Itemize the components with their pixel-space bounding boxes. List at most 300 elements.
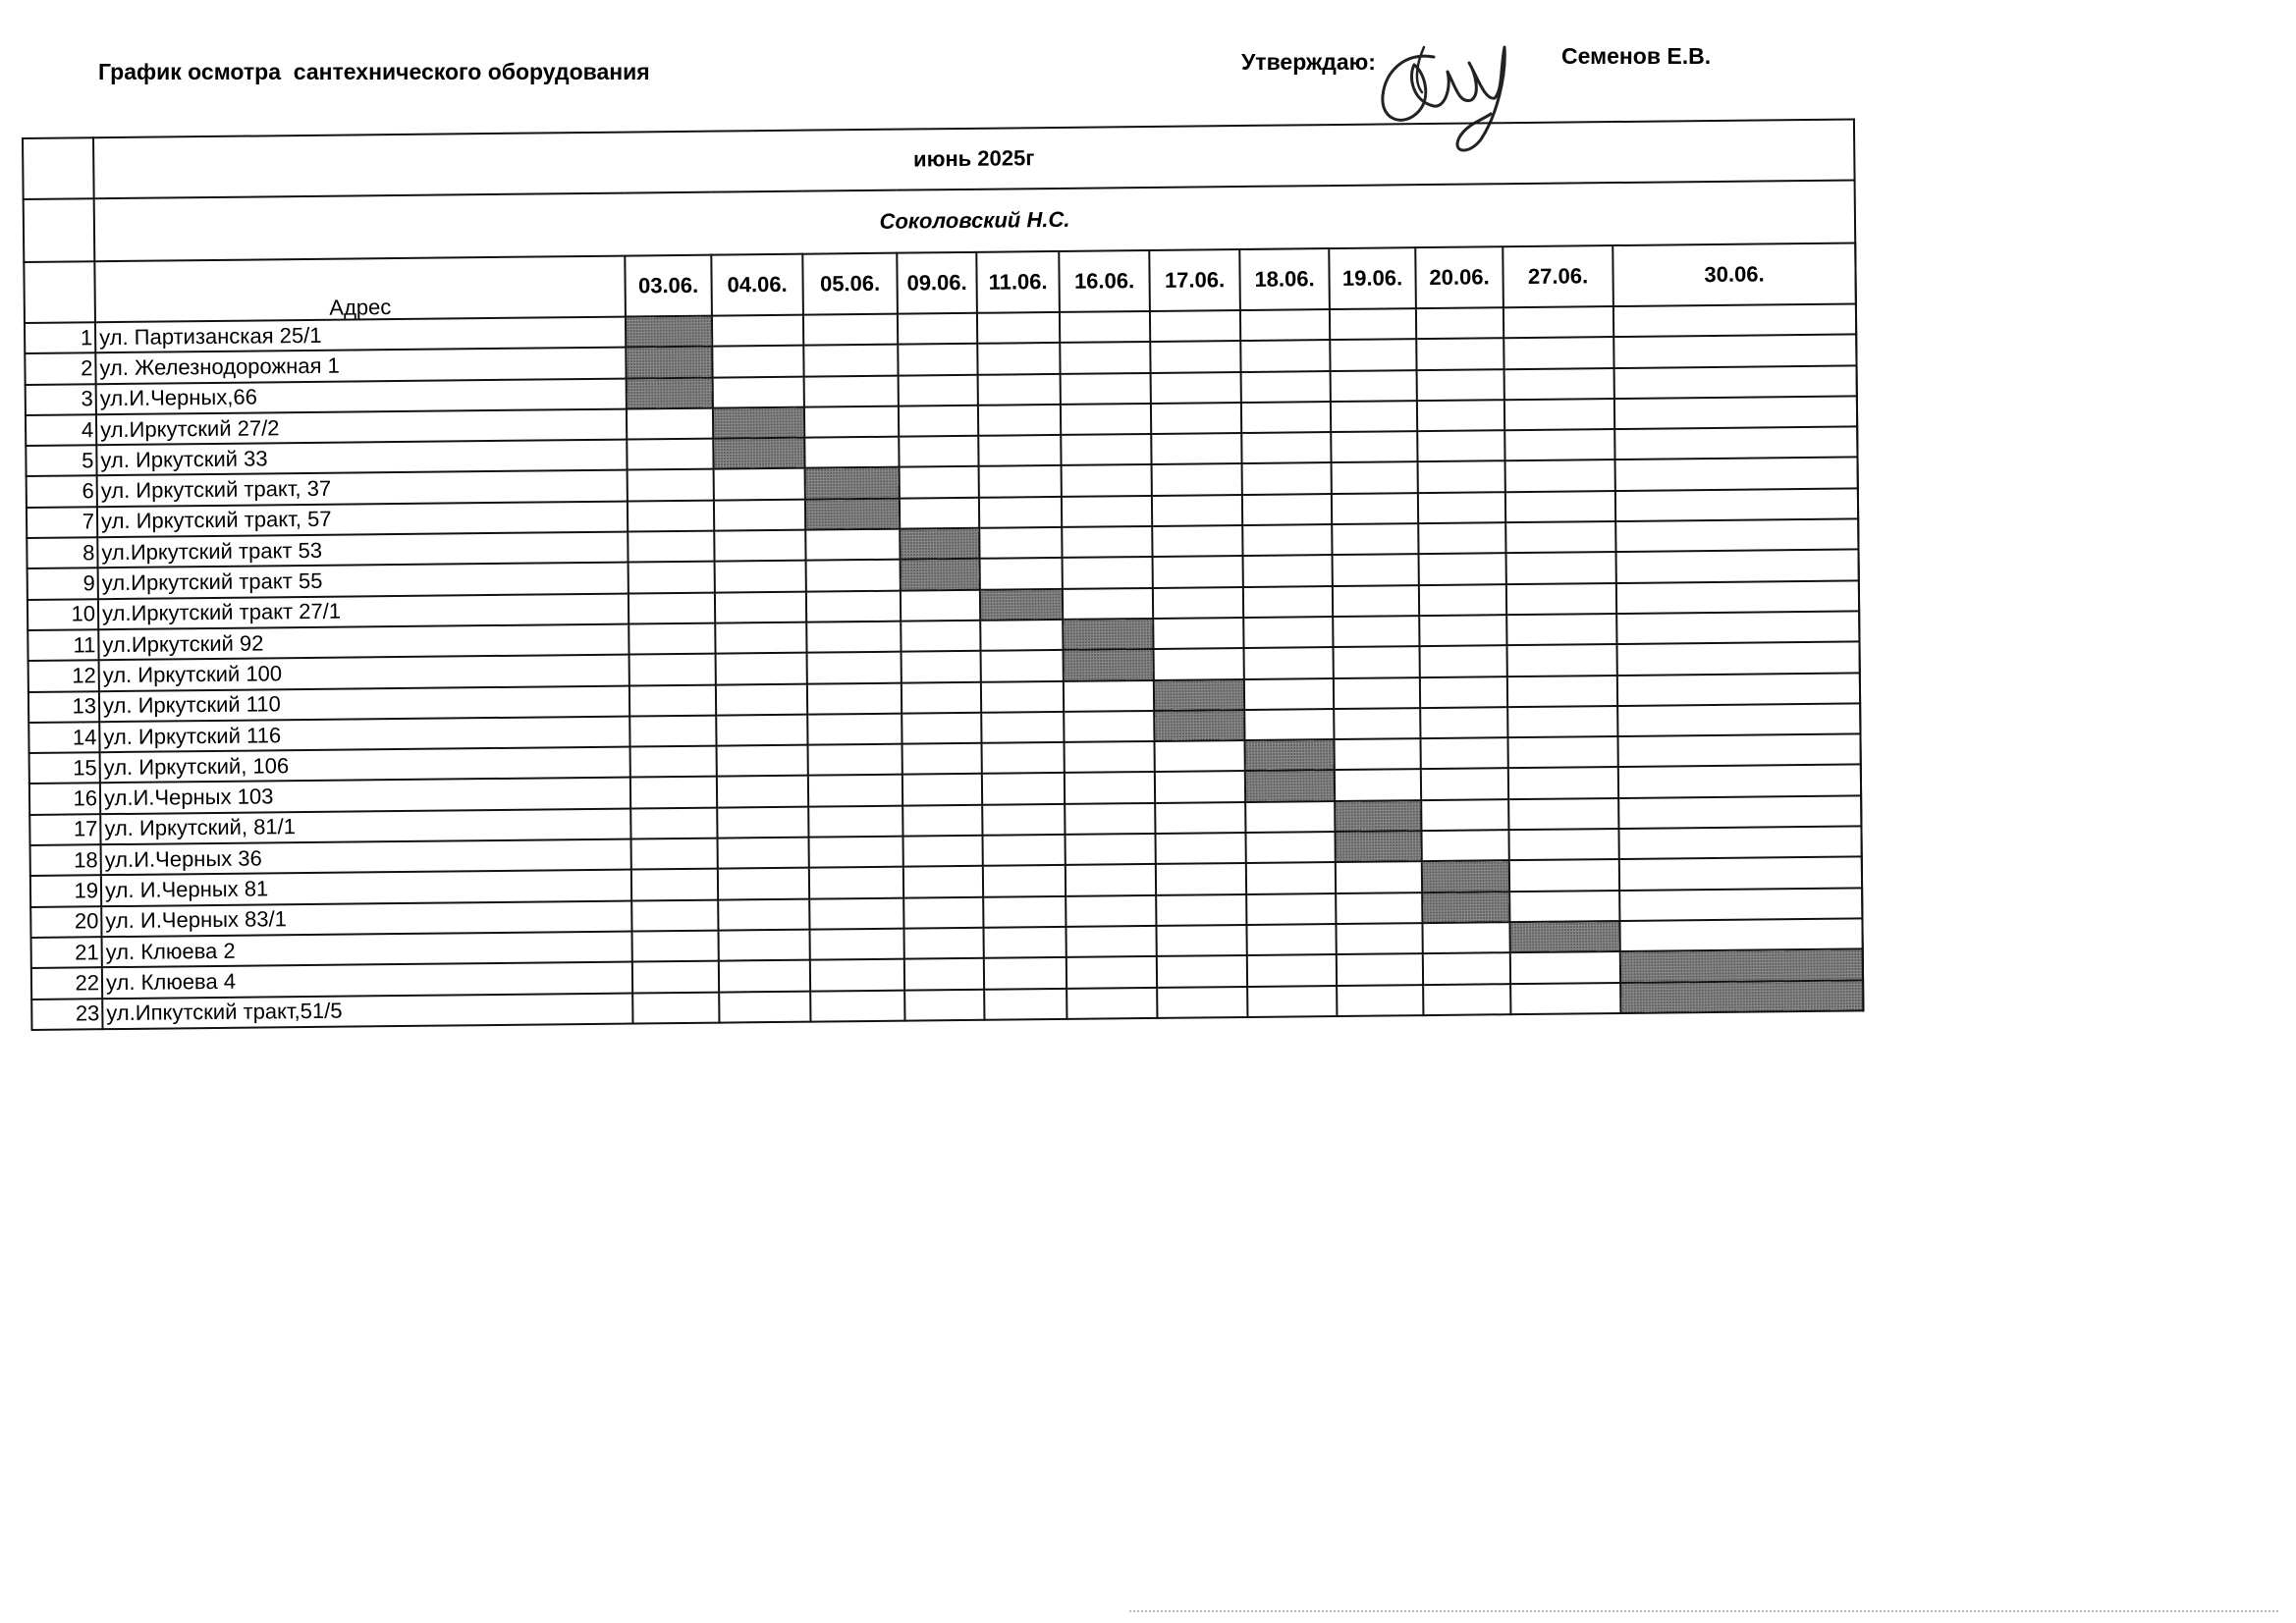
- schedule-cell: [1331, 401, 1417, 432]
- row-number: 17: [29, 814, 100, 845]
- scheduled-mark: [1620, 949, 1863, 983]
- scheduled-mark: [626, 347, 712, 378]
- schedule-cell: [900, 466, 979, 498]
- schedule-cell: [1246, 862, 1336, 893]
- schedule-cell: [1063, 588, 1153, 620]
- schedule-cell: [803, 345, 898, 376]
- schedule-cell: [631, 899, 718, 931]
- schedule-cell: [630, 746, 717, 778]
- address-cell: ул. Партизанская 25/1: [95, 317, 626, 353]
- schedule-cell: [1504, 368, 1614, 400]
- date-header: 27.06.: [1503, 245, 1613, 307]
- schedule-cell: [1332, 493, 1418, 524]
- schedule-cell: [1417, 400, 1504, 431]
- address-cell: ул. Иркутский 33: [96, 440, 627, 476]
- address-cell: ул.И.Черных 103: [100, 778, 630, 814]
- schedule-cell: [1507, 736, 1617, 768]
- row-number: 6: [27, 476, 97, 508]
- schedule-cell: [1336, 923, 1422, 954]
- schedule-cell: [714, 468, 805, 500]
- address-cell: ул. И.Черных 81: [101, 870, 631, 906]
- schedule-cell: [809, 929, 903, 960]
- address-cell: ул. Иркутский 110: [99, 685, 629, 722]
- schedule-cell: [719, 960, 810, 992]
- row-number: 20: [30, 906, 101, 938]
- row-number: 22: [31, 967, 102, 999]
- date-header: 18.06.: [1239, 248, 1330, 310]
- schedule-cell: [1063, 557, 1153, 588]
- schedule-cell: [1150, 341, 1240, 372]
- schedule-cell: [1066, 895, 1156, 927]
- schedule-cell: [981, 712, 1064, 743]
- schedule-cell: [1154, 648, 1244, 679]
- schedule-cell: [1418, 492, 1505, 523]
- schedule-cell: [714, 499, 805, 530]
- row-number: 16: [29, 784, 100, 815]
- schedule-cell: [1419, 584, 1506, 616]
- schedule-cell: [808, 805, 902, 837]
- address-cell: ул. Иркутский тракт, 37: [97, 470, 628, 507]
- address-cell: ул. Иркутский тракт, 57: [97, 501, 628, 537]
- date-header: 20.06.: [1415, 246, 1503, 308]
- schedule-cell: [806, 590, 901, 622]
- address-cell: ул. Иркутский 100: [99, 655, 629, 691]
- schedule-cell: [1416, 339, 1503, 370]
- schedule-cell: [904, 958, 984, 990]
- schedule-cell: [1157, 987, 1247, 1018]
- schedule-cell: [900, 498, 979, 529]
- schedule-cell: [1242, 524, 1332, 556]
- schedule-cell: [1155, 833, 1245, 864]
- schedule-cell: [982, 742, 1065, 774]
- schedule-cell: [980, 620, 1063, 651]
- schedule-cell: [1615, 519, 1858, 553]
- scheduled-mark: [805, 467, 900, 499]
- schedule-cell: [1416, 307, 1503, 339]
- schedule-cell: [1417, 369, 1504, 401]
- address-cell: ул.И.Черных 36: [101, 839, 631, 876]
- schedule-cell: [1420, 707, 1507, 738]
- schedule-cell: [1152, 463, 1242, 495]
- schedule-cell: [1614, 427, 1857, 460]
- schedule-cell: [899, 374, 978, 406]
- schedule-cell: [1616, 611, 1859, 644]
- schedule-cell: [902, 651, 981, 682]
- schedule-cell: [1331, 431, 1417, 462]
- schedule-cell: [1336, 893, 1422, 924]
- date-header: 19.06.: [1329, 247, 1416, 309]
- month-title: июнь 2025г: [93, 119, 1855, 198]
- scheduled-mark: [1335, 800, 1421, 832]
- date-header: 04.06.: [711, 254, 803, 316]
- schedule-cell: [1060, 342, 1150, 373]
- schedule-cell: [804, 437, 899, 468]
- approver-name: Семенов Е.В.: [1561, 43, 1712, 69]
- schedule-cell: [719, 991, 810, 1022]
- schedule-cell: [902, 774, 982, 805]
- schedule-cell: [1508, 798, 1618, 830]
- schedule-cell: [1615, 488, 1858, 521]
- row-number: 8: [27, 537, 97, 568]
- schedule-cell: [1244, 678, 1334, 710]
- schedule-cell: [1337, 953, 1423, 985]
- schedule-cell: [810, 959, 904, 991]
- schedule-cell: [981, 650, 1064, 681]
- schedule-cell: [629, 623, 715, 655]
- schedule-cell: [1333, 585, 1419, 617]
- schedule-cell: [1420, 676, 1507, 708]
- schedule-cell: [899, 406, 978, 437]
- schedule-cell: [1152, 525, 1242, 557]
- schedule-cell: [1420, 645, 1507, 676]
- address-cell: ул.Ипкутский тракт,51/5: [102, 993, 632, 1029]
- schedule-cell: [1331, 370, 1417, 402]
- schedule-cell: [805, 529, 900, 561]
- date-header: 30.06.: [1613, 243, 1856, 306]
- schedule-cell: [977, 343, 1060, 374]
- schedule-cell: [1505, 491, 1615, 522]
- schedule-cell: [1151, 372, 1241, 404]
- schedule-cell: [1155, 740, 1245, 772]
- schedule-cell: [632, 992, 719, 1023]
- schedule-cell: [629, 562, 715, 593]
- schedule-cell: [903, 836, 983, 867]
- schedule-cell: [901, 589, 980, 621]
- schedule-cell: [979, 527, 1062, 559]
- schedule-cell: [1240, 340, 1330, 371]
- schedule-cell: [1244, 709, 1334, 740]
- schedule-cell: [715, 561, 806, 592]
- date-header: 09.06.: [897, 252, 977, 314]
- schedule-cell: [1060, 311, 1150, 343]
- schedule-cell: [1061, 404, 1151, 435]
- schedule-sheet: [22, 120, 1765, 1070]
- row-number: 2: [25, 353, 95, 385]
- schedule-cell: [809, 897, 903, 929]
- schedule-cell: [1334, 646, 1420, 677]
- schedule-cell: [712, 346, 803, 377]
- schedule-cell: [809, 867, 903, 898]
- schedule-cell: [1506, 614, 1616, 645]
- row-number: 5: [26, 445, 96, 476]
- scheduled-mark: [1422, 892, 1509, 923]
- scheduled-mark: [901, 559, 980, 590]
- schedule-cell: [1157, 955, 1247, 987]
- schedule-cell: [1330, 308, 1416, 340]
- schedule-cell: [1066, 956, 1157, 988]
- schedule-cell: [902, 713, 981, 744]
- schedule-cell: [979, 497, 1062, 528]
- schedule-cell: [1065, 834, 1155, 865]
- schedule-cell: [1418, 461, 1505, 493]
- schedule-cell: [1504, 429, 1614, 460]
- schedule-cell: [1064, 680, 1154, 712]
- schedule-cell: [1241, 371, 1331, 403]
- schedule-cell: [1243, 617, 1333, 648]
- schedule-cell: [898, 313, 977, 345]
- schedule-cell: [1614, 365, 1857, 399]
- schedule-cell: [627, 408, 713, 440]
- schedule-cell: [808, 744, 902, 776]
- scheduled-mark: [713, 407, 804, 439]
- schedule-cell: [1510, 951, 1620, 983]
- schedule-cell: [983, 927, 1066, 958]
- schedule-cell: [631, 869, 718, 900]
- schedule-cell: [1421, 799, 1508, 831]
- schedule-cell: [806, 622, 901, 653]
- schedule-cell: [903, 896, 983, 928]
- schedule-cell: [1151, 403, 1241, 434]
- address-cell: ул. Клюева 4: [102, 962, 632, 999]
- schedule-cell: [1619, 918, 1862, 951]
- schedule-cell: [1061, 434, 1151, 465]
- scheduled-mark: [1245, 770, 1335, 801]
- scheduled-mark: [1335, 831, 1421, 862]
- schedule-cell: [628, 531, 714, 563]
- schedule-cell: [899, 436, 978, 467]
- schedule-cell: [978, 405, 1061, 436]
- schedule-cell: [1153, 587, 1243, 619]
- address-cell: ул.Иркутский 27/2: [96, 408, 627, 445]
- schedule-cell: [1618, 765, 1861, 798]
- schedule-cell: [1243, 555, 1333, 586]
- date-header: 11.06.: [976, 251, 1060, 313]
- scheduled-mark: [1154, 679, 1244, 711]
- row-number: 1: [25, 322, 95, 353]
- schedule-cell: [1062, 526, 1152, 558]
- schedule-cell: [1242, 463, 1332, 495]
- schedule-cell: [630, 777, 717, 808]
- schedule-cell: [1616, 642, 1859, 676]
- schedule-cell: [1619, 888, 1862, 921]
- schedule-cell: [629, 684, 716, 716]
- schedule-cell: [902, 743, 982, 775]
- schedule-cell: [1244, 647, 1334, 678]
- schedule-cell: [1508, 829, 1618, 860]
- schedule-cell: [979, 465, 1062, 497]
- schedule-cell: [1247, 986, 1337, 1017]
- corner-cell: [24, 198, 95, 262]
- date-header: 16.06.: [1059, 250, 1150, 312]
- schedule-cell: [1330, 339, 1416, 370]
- schedule-cell: [1245, 801, 1335, 833]
- address-cell: ул. Иркутский, 106: [100, 747, 630, 784]
- row-number: 19: [30, 876, 101, 907]
- schedule-cell: [1421, 769, 1508, 800]
- schedule-cell: [1509, 859, 1619, 891]
- schedule-cell: [1505, 521, 1615, 553]
- schedule-cell: [903, 928, 983, 959]
- row-number: 12: [28, 660, 99, 691]
- schedule-cell: [1332, 523, 1418, 555]
- scheduled-mark: [1422, 861, 1509, 893]
- schedule-cell: [1509, 891, 1619, 922]
- schedule-cell: [1245, 832, 1335, 863]
- schedule-cell: [1247, 954, 1337, 986]
- schedule-cell: [803, 314, 898, 346]
- schedule-cell: [807, 652, 902, 683]
- address-cell: ул. Иркутский 116: [99, 716, 629, 752]
- schedule-cell: [901, 621, 980, 652]
- schedule-cell: [1065, 741, 1155, 773]
- schedule-cell: [1503, 337, 1613, 368]
- schedule-cell: [806, 560, 901, 591]
- schedule-cell: [1153, 556, 1243, 587]
- schedule-cell: [1246, 924, 1336, 955]
- schedule-cell: [807, 682, 902, 714]
- schedule-cell: [629, 654, 716, 685]
- schedule-cell: [1062, 496, 1152, 527]
- scheduled-mark: [1154, 710, 1244, 741]
- schedule-cell: [1507, 676, 1617, 707]
- schedule-cell: [1241, 432, 1331, 463]
- schedule-cell: [1332, 462, 1418, 494]
- schedule-cell: [1422, 922, 1509, 953]
- schedule-cell: [1419, 554, 1506, 585]
- address-cell: ул. Иркутский, 81/1: [100, 808, 630, 844]
- scheduled-mark: [627, 377, 713, 408]
- corner-cell: [24, 261, 95, 323]
- schedule-cell: [1507, 644, 1617, 676]
- schedule-cell: [1423, 984, 1510, 1015]
- schedule-cell: [1504, 399, 1614, 430]
- schedule-cell: [1333, 616, 1419, 647]
- schedule-cell: [898, 344, 977, 375]
- schedule-cell: [1240, 309, 1330, 341]
- schedule-cell: [1156, 925, 1246, 956]
- inspector-name: Соколовский Н.С.: [94, 180, 1856, 261]
- scheduled-mark: [1509, 921, 1619, 952]
- schedule-cell: [980, 558, 1063, 589]
- schedule-cell: [1617, 673, 1860, 706]
- schedule-cell: [1242, 494, 1332, 525]
- schedule-cell: [718, 838, 809, 869]
- schedule-cell: [1618, 795, 1861, 829]
- schedule-cell: [1066, 987, 1157, 1018]
- schedule-cell: [903, 866, 983, 897]
- schedule-cell: [1151, 433, 1241, 464]
- schedule-cell: [1419, 615, 1506, 646]
- row-number: 13: [28, 691, 99, 723]
- scheduled-mark: [980, 589, 1063, 621]
- schedule-cell: [627, 439, 713, 470]
- schedule-cell: [904, 989, 984, 1020]
- schedule-cell: [984, 957, 1066, 989]
- schedule-cell: [1243, 586, 1333, 618]
- schedule-cell: [1062, 464, 1152, 496]
- schedule-cell: [1503, 306, 1613, 338]
- schedule-cell: [1335, 770, 1421, 801]
- schedule-cell: [1421, 830, 1508, 861]
- schedule-cell: [714, 530, 805, 562]
- schedule-cell: [1617, 734, 1860, 768]
- address-cell: ул. И.Черных 83/1: [101, 900, 631, 937]
- schedule-cell: [716, 683, 807, 715]
- schedule-cell: [1333, 555, 1419, 586]
- row-number: 14: [28, 722, 99, 753]
- address-cell: ул.Иркутский 92: [98, 624, 629, 661]
- address-cell: ул. Клюева 2: [102, 931, 632, 967]
- schedule-cell: [982, 773, 1065, 804]
- schedule-cell: [1155, 802, 1245, 834]
- schedule-cell: [1152, 495, 1242, 526]
- scheduled-mark: [1244, 739, 1334, 771]
- schedule-cell: [715, 622, 806, 654]
- schedule-cell: [809, 837, 903, 868]
- schedule-cell: [978, 374, 1061, 406]
- date-header: 05.06.: [802, 253, 898, 315]
- schedule-cell: [628, 500, 714, 531]
- schedule-cell: [1423, 952, 1510, 984]
- schedule-cell: [1508, 767, 1618, 798]
- schedule-cell: [804, 375, 899, 406]
- row-number: 4: [26, 414, 96, 446]
- scheduled-mark: [1063, 619, 1153, 650]
- schedule-cell: [716, 715, 807, 746]
- schedule-cell: [1507, 706, 1617, 737]
- schedule-cell: [807, 714, 902, 745]
- schedule-cell: [629, 715, 716, 746]
- corner-cell: [23, 137, 94, 199]
- schedule-cell: [630, 807, 717, 839]
- scheduled-mark: [1064, 649, 1154, 680]
- schedule-cell: [1418, 522, 1505, 554]
- address-header: Адрес: [94, 256, 626, 323]
- row-number: 9: [27, 568, 98, 600]
- schedule-cell: [983, 865, 1066, 896]
- scheduled-mark: [805, 498, 900, 529]
- date-header: 03.06.: [625, 255, 712, 317]
- scheduled-mark: [626, 316, 712, 348]
- schedule-cell: [984, 988, 1066, 1019]
- schedule-cell: [902, 805, 982, 837]
- schedule-cell: [808, 775, 902, 806]
- schedule-cell: [1417, 430, 1504, 461]
- row-number: 23: [31, 999, 102, 1030]
- schedule-cell: [1613, 303, 1856, 337]
- address-cell: ул.Иркутский тракт 55: [98, 563, 629, 599]
- scheduled-mark: [1620, 980, 1863, 1013]
- schedule-cell: [1334, 738, 1420, 770]
- schedule-cell: [1334, 677, 1420, 709]
- schedule-cell: [1506, 552, 1616, 583]
- schedule-cell: [717, 745, 808, 777]
- schedule-cell: [1150, 310, 1240, 342]
- schedule-cell: [1246, 893, 1336, 925]
- schedule-cell: [1613, 335, 1856, 368]
- scheduled-mark: [713, 438, 804, 469]
- schedule-cell: [804, 406, 899, 438]
- document-title: График осмотра сантехнического оборудования: [98, 59, 650, 84]
- row-number: 10: [27, 599, 98, 630]
- row-number: 15: [29, 752, 100, 784]
- schedule-cell: [1506, 583, 1616, 615]
- schedule-cell: [1420, 737, 1507, 769]
- schedule-cell: [1066, 926, 1156, 957]
- schedule-cell: [718, 930, 809, 961]
- schedule-cell: [1064, 711, 1154, 742]
- schedule-cell: [717, 776, 808, 807]
- schedule-cell: [712, 315, 803, 347]
- schedule-cell: [810, 990, 904, 1021]
- row-number: 18: [30, 844, 101, 876]
- date-header: 17.06.: [1149, 249, 1240, 311]
- row-number: 3: [26, 384, 96, 415]
- schedule-cell: [716, 653, 807, 684]
- approve-label: Утверждаю:: [1241, 49, 1376, 75]
- schedule-cell: [1061, 373, 1151, 405]
- schedule-cell: [1505, 460, 1615, 492]
